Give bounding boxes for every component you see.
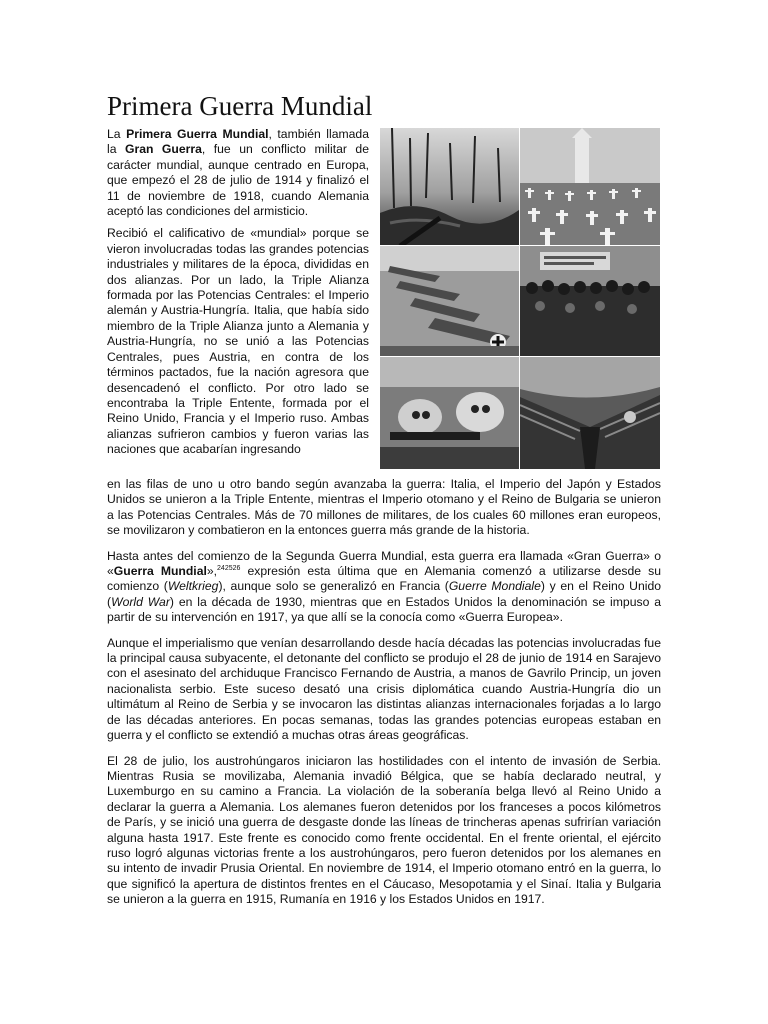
bold-term: Guerra Mundial bbox=[113, 564, 207, 579]
text-run: , también llamada la bbox=[107, 127, 369, 157]
text-run: La bbox=[107, 127, 127, 141]
text-run: ), aunque solo se generalizó en Francia ( bbox=[218, 579, 449, 594]
text-run: expresión esta última que en Alemania comenzó a utilizarse desde su comienzo ( bbox=[107, 564, 662, 594]
paragraph-naming bbox=[107, 549, 661, 626]
italic-term: World War bbox=[111, 594, 170, 609]
ww1-photo-collage bbox=[380, 128, 661, 469]
text-run: », bbox=[206, 564, 218, 579]
text-run: ) en la década de 1930, mientras que en Estados Unidos la denominación se impuso a partir de su intervención en 1917, ya que allí se la conocía como «Guerra Europea». bbox=[107, 594, 661, 625]
main-column bbox=[107, 477, 661, 918]
crowd-soldiers-photo bbox=[520, 246, 660, 356]
paragraph-hostilities: El 28 de julio, los austrohúngaros iniciaron las hostilidades con el intento de invasión de Serbia. Mientras Rusia se movilizaba, Alemania invadió Bélgica, que se había declarado neutral, y Luxemburgo en su camino a Francia. La violación de la soberanía belga llevó al Reino Unido a declarar la guerra a Alemania. Los alemanes fueron detenidos por los franceses a pocos kilómetros de París, y se inició una guerra de desgaste donde las líneas de trincheras apenas sufrirían variación alguna hasta 1917. Este frente es conocido como frente occidental. En el frente oriental, el ejército ruso logró algunas victorias frente a los austrohúngaros, pero fueron detenidos por los alemanes en su intento de invadir Prusia Oriental. En noviembre de 1914, el Imperio otomano entró en la guerra, lo que significó la apertura de distintos frentes en el Cáucaso, Mesopotamia y el Sinaí. Italia y Bulgaria se unieron a la guerra en 1915, Rumanía en 1916 y los Estados Unidos en 1917. bbox=[107, 753, 661, 907]
trench-soldiers-photo bbox=[520, 357, 660, 469]
paragraph-alliances-continued: en las filas de uno u otro bando según avanzaba la guerra: Italia, el Imperio del Japón y Estados Unidos se unieron a la Triple Entente, mientras el Imperio otomano y el Reino de Bulgaria se unieron a las Potencias Centrales. Más de 70 millones de militares, de los cuales 60 millones eran europeos, se movilizaron y combatieron en la entonces guerra más grande de la historia. bbox=[107, 477, 661, 538]
citation-superscript: 242526 bbox=[217, 564, 241, 572]
battlefield-trees-photo bbox=[380, 128, 519, 245]
text-run: ) y en el Reino Unido ( bbox=[107, 579, 661, 609]
text-run: , fue un conflicto militar de carácter mundial, aunque centrado en Europa, que empezó el 28 de julio de 1914 y finalizó el 11 de noviembre de 1918, cuando Alemania aceptó las condiciones del armisticio. bbox=[107, 142, 369, 219]
cemetery-crosses-photo bbox=[520, 128, 660, 245]
paragraph-intro bbox=[107, 127, 369, 219]
bold-term: Gran Guerra bbox=[124, 142, 202, 157]
italic-term: Weltkrieg bbox=[167, 579, 219, 594]
paragraph-alliances-start: Recibió el calificativo de «mundial» porque se vieron involucradas todas las grandes potencias industriales y militares de la época, divididas en dos alianzas. Por un lado, la Triple Alianza formada por las Potencias Centrales: el Imperio alemán y Austria-Hungría. Italia, que había sido miembro de la Triple Alianza junto a Alemania y Austria-Hungría, no se unió a las Potencias Centrales, pues Austria, en contra de los términos pactados, fue la nación agresora que desencadenó el conflicto. Por otro lado se encontraba la Triple Entente, formada por el Reino Unido, Francia y el Imperio ruso. Ambas alianzas sufrieron cambios y fueron varias las naciones que acabarían ingresando bbox=[107, 226, 369, 457]
page-title: Primera Guerra Mundial bbox=[107, 91, 373, 121]
bold-term: Primera Guerra Mundial bbox=[126, 127, 269, 141]
machine-gun-gasmask-photo bbox=[380, 357, 519, 469]
paragraph-causes: Aunque el imperialismo que venían desarrollando desde hacía décadas las potencias involucradas fue la principal causa subyacente, el detonante del conflicto se produjo el 28 de junio de 1914 en Sarajevo con el asesinato del archiduque Francisco Fernando de Austria, a manos de Gavrilo Princip, un joven nacionalista serbio. Este suceso desató una crisis diplomática cuando Austria-Hungría dio un ultimátum al Reino de Serbia y se invocaron las distintas alianzas internacionales forjadas a lo largo de las décadas anteriores. En pocas semanas, todas las grandes potencias europeas estaban en guerra y el conflicto se extendió a muchas otras áreas geográficas. bbox=[107, 635, 661, 743]
intro-column bbox=[107, 127, 369, 465]
biplanes-row-photo bbox=[380, 246, 519, 356]
italic-term: Guerre Mondiale bbox=[448, 579, 541, 594]
text-run: Hasta antes del comienzo de la Segunda Guerra Mundial, esta guerra era llamada «Gran Guerra» o « bbox=[107, 548, 661, 579]
